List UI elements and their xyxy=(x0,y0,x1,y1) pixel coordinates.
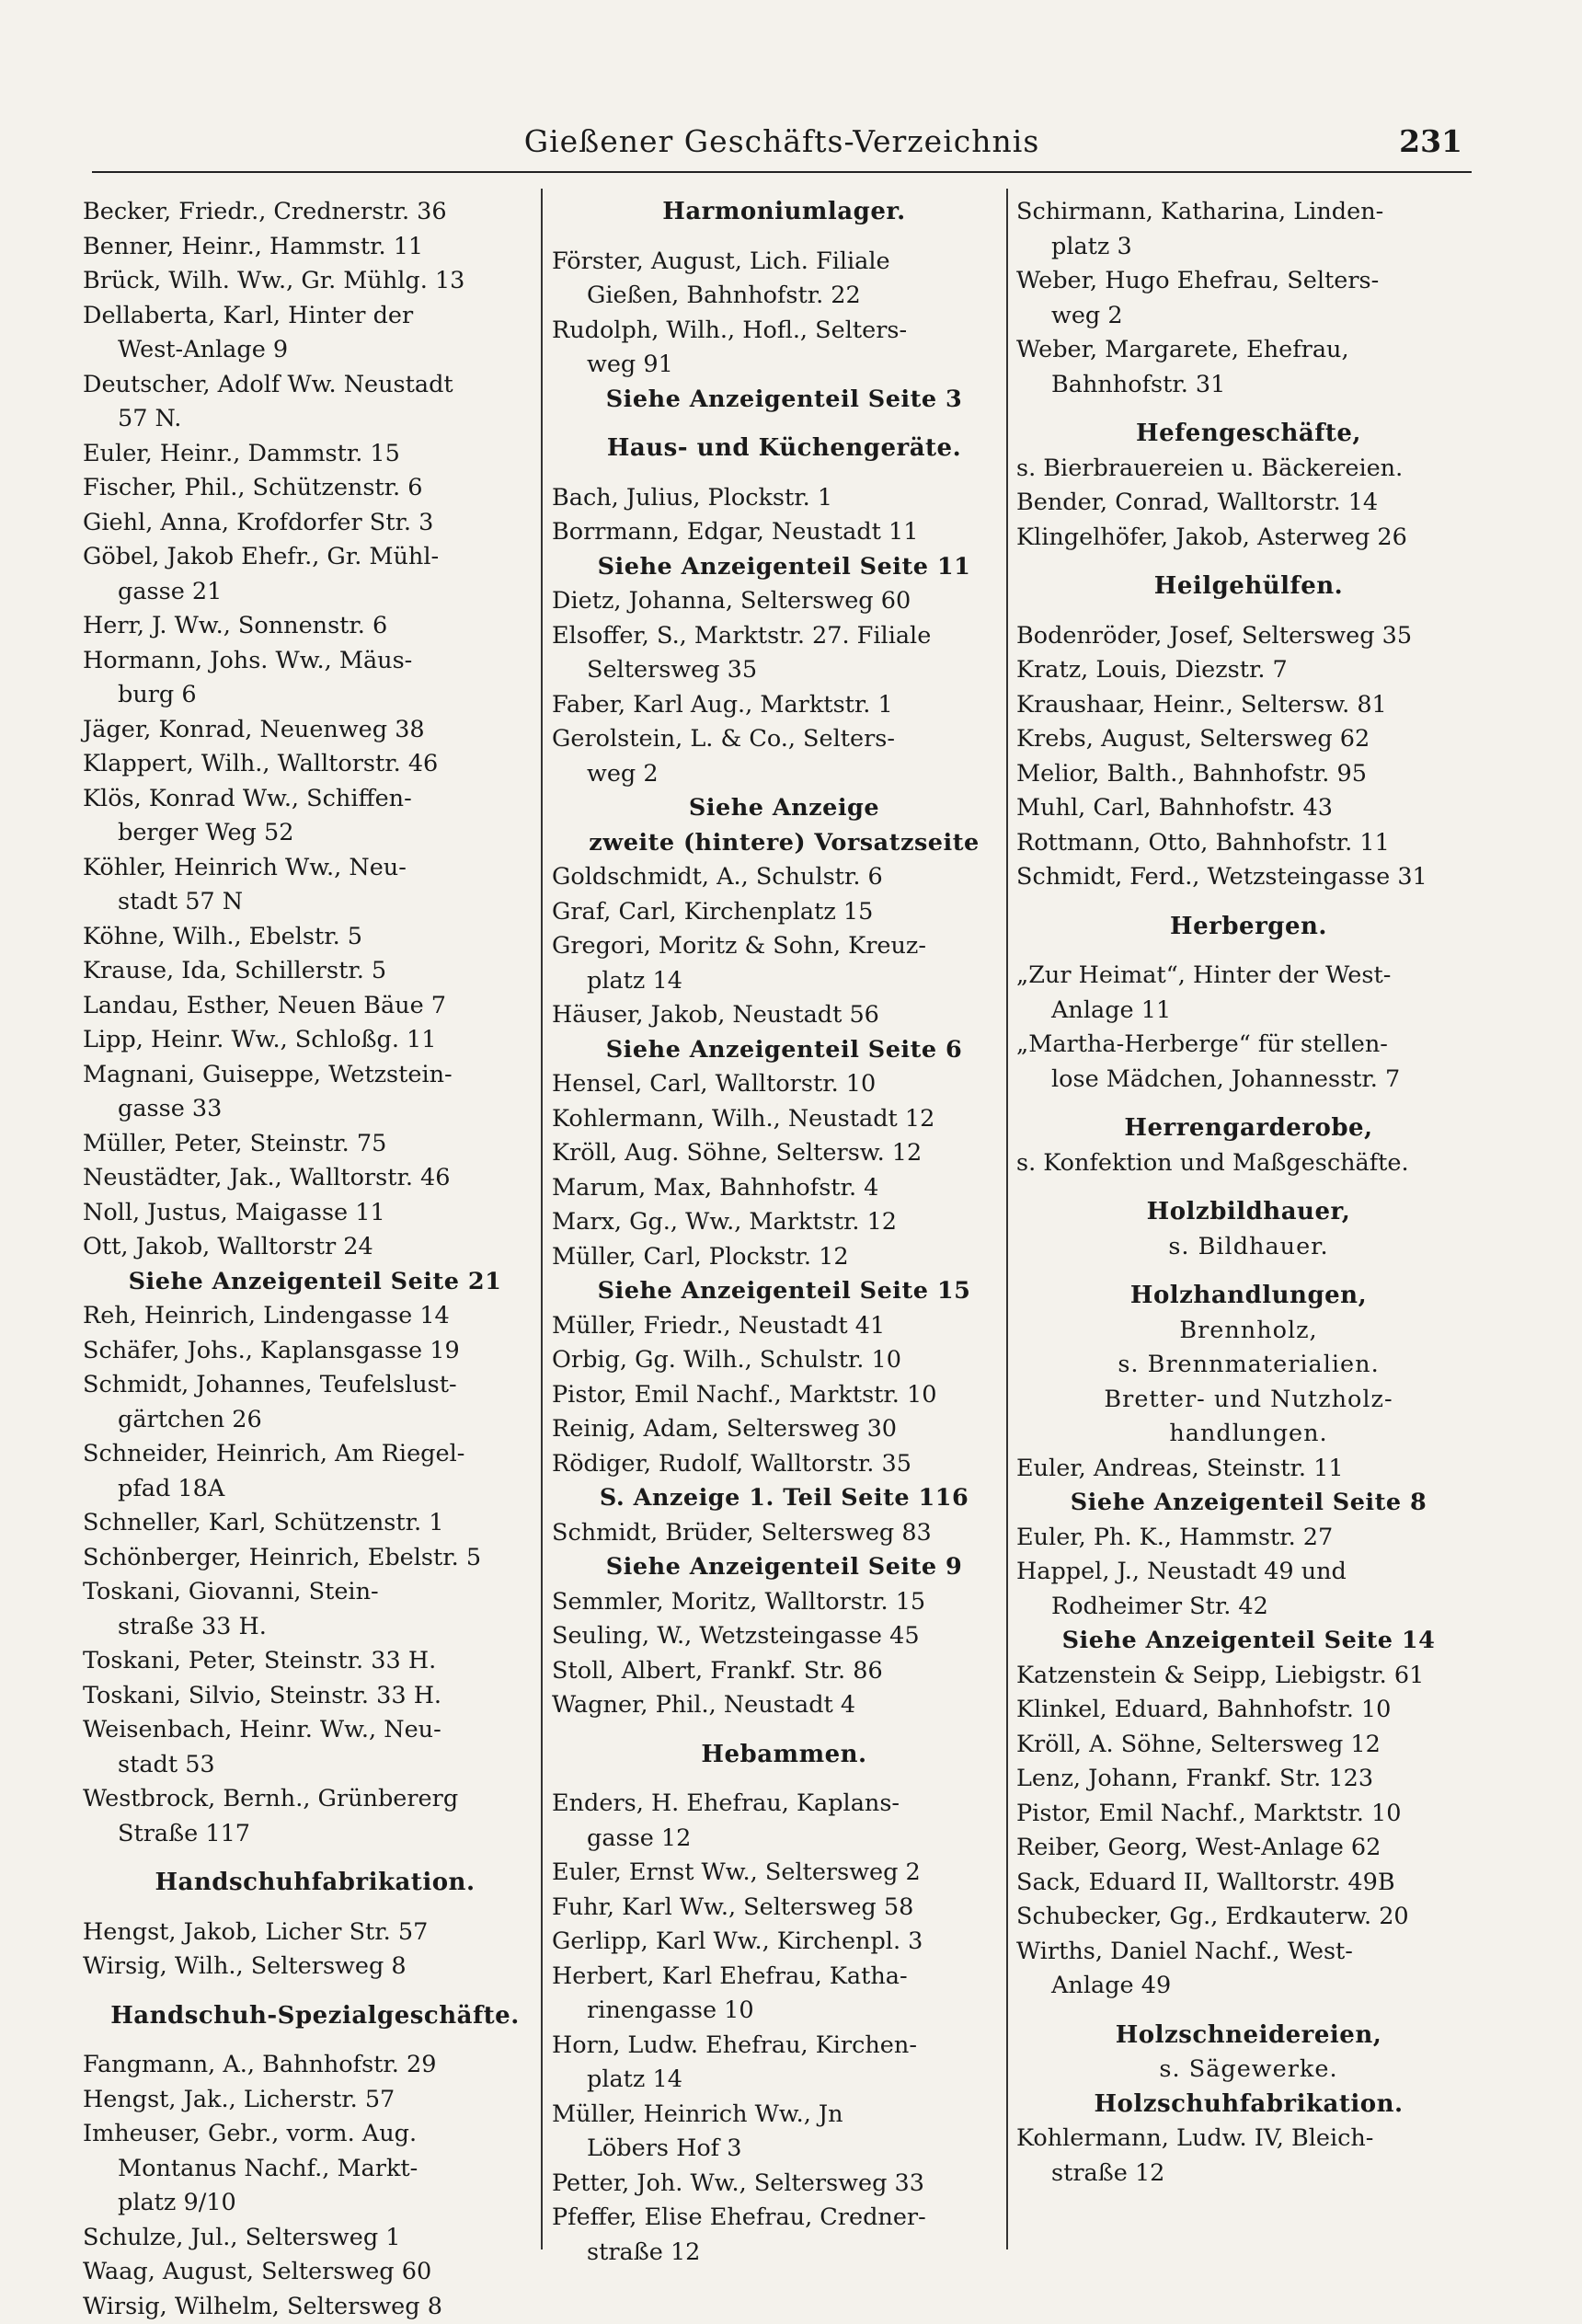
directory-entry: Neustädter, Jak., Walltorstr. 46 xyxy=(83,1161,547,1196)
directory-entry: Lipp, Heinr. Ww., Schloßg. 11 xyxy=(83,1023,547,1058)
section-heading: Holzschneidereien, xyxy=(1016,2019,1481,2054)
directory-entry: Lenz, Johann, Frankf. Str. 123 xyxy=(1016,1762,1481,1797)
directory-entry: Müller, Carl, Plockstr. 12 xyxy=(552,1240,1016,1275)
section-gap xyxy=(83,1901,547,1916)
directory-entry: Kohlermann, Wilh., Neustadt 12 xyxy=(552,1102,1016,1137)
section-heading: Heilgehülfen. xyxy=(1016,569,1481,604)
entry-continuation: platz 14 xyxy=(552,2063,1016,2098)
entry-continuation: Rodheimer Str. 42 xyxy=(1016,1590,1481,1625)
directory-entry: Westbrock, Bernh., Grünbererg xyxy=(83,1782,547,1817)
directory-entry: Euler, Ph. K., Hammstr. 27 xyxy=(1016,1521,1481,1556)
section-heading: Herbergen. xyxy=(1016,910,1481,945)
directory-entry: Müller, Peter, Steinstr. 75 xyxy=(83,1127,547,1162)
advertisement-reference: Siehe Anzeigenteil Seite 8 xyxy=(1016,1486,1481,1521)
directory-entry: Fuhr, Karl Ww., Seltersweg 58 xyxy=(552,1891,1016,1926)
entry-continuation: gasse 33 xyxy=(83,1092,547,1127)
directory-entry: Weber, Hugo Ehefrau, Selters- xyxy=(1016,264,1481,299)
advertisement-reference: Siehe Anzeigenteil Seite 21 xyxy=(83,1265,547,1300)
directory-entry: Wirths, Daniel Nachf., West- xyxy=(1016,1935,1481,1970)
section-heading: Harmoniumlager. xyxy=(552,195,1016,230)
entry-continuation: straße 12 xyxy=(552,2236,1016,2271)
advertisement-reference: Siehe Anzeigenteil Seite 9 xyxy=(552,1550,1016,1585)
entry-continuation: platz 9/10 xyxy=(83,2186,547,2221)
entry-continuation: straße 33 H. xyxy=(83,1610,547,1645)
directory-entry: Kraushaar, Heinr., Seltersw. 81 xyxy=(1016,688,1481,723)
directory-entry: Melior, Balth., Bahnhofstr. 95 xyxy=(1016,757,1481,792)
directory-entry: Noll, Justus, Maigasse 11 xyxy=(83,1196,547,1231)
directory-entry: Wirsig, Wilhelm, Seltersweg 8 xyxy=(83,2290,547,2324)
directory-entry: Klingelhöfer, Jakob, Asterweg 26 xyxy=(1016,521,1481,556)
directory-entry: Schubecker, Gg., Erdkauterw. 20 xyxy=(1016,1900,1481,1935)
directory-entry: Wagner, Phil., Neustadt 4 xyxy=(552,1688,1016,1723)
directory-entry: Bender, Conrad, Walltorstr. 14 xyxy=(1016,486,1481,521)
directory-entry: Euler, Ernst Ww., Seltersweg 2 xyxy=(552,1856,1016,1891)
page-header xyxy=(92,118,1472,173)
entry-continuation: Bahnhofstr. 31 xyxy=(1016,368,1481,403)
directory-entry: Schneller, Karl, Schützenstr. 1 xyxy=(83,1506,547,1541)
directory-entry: Semmler, Moritz, Walltorstr. 15 xyxy=(552,1585,1016,1620)
section-heading: Holzschuhfabrikation. xyxy=(1016,2088,1481,2123)
section-gap xyxy=(1016,555,1481,569)
directory-entry: Weisenbach, Heinr. Ww., Neu- xyxy=(83,1713,547,1748)
section-heading: Haus- und Küchengeräte. xyxy=(552,431,1016,466)
directory-entry: Happel, J., Neustadt 49 und xyxy=(1016,1555,1481,1590)
section-gap xyxy=(1016,2004,1481,2019)
directory-entry: Horn, Ludw. Ehefrau, Kirchen- xyxy=(552,2029,1016,2064)
directory-entry: Reinig, Adam, Seltersweg 30 xyxy=(552,1412,1016,1447)
entry-continuation: straße 12 xyxy=(1016,2157,1481,2192)
directory-entry: Klös, Konrad Ww., Schiffen- xyxy=(83,782,547,817)
entry-continuation: rinengasse 10 xyxy=(552,1994,1016,2029)
directory-entry: Jäger, Konrad, Neuenweg 38 xyxy=(83,713,547,748)
directory-entry: Magnani, Guiseppe, Wetzstein- xyxy=(83,1058,547,1093)
section-gap xyxy=(552,230,1016,245)
directory-entry: Schmidt, Ferd., Wetzsteingasse 31 xyxy=(1016,860,1481,895)
directory-entry: Katzenstein & Seipp, Liebigstr. 61 xyxy=(1016,1659,1481,1694)
directory-entry: Orbig, Gg. Wilh., Schulstr. 10 xyxy=(552,1343,1016,1378)
directory-entry: Muhl, Carl, Bahnhofstr. 43 xyxy=(1016,791,1481,826)
section-gap xyxy=(1016,402,1481,417)
page-title: Gießener Geschäfts-Verzeichnis xyxy=(92,123,1472,159)
directory-entry: Reh, Heinrich, Lindengasse 14 xyxy=(83,1299,547,1334)
entry-continuation: weg 91 xyxy=(552,348,1016,383)
entry-continuation: Anlage 11 xyxy=(1016,994,1481,1029)
advertisement-reference: Siehe Anzeigenteil Seite 3 xyxy=(552,383,1016,418)
directory-entry: Giehl, Anna, Krofdorfer Str. 3 xyxy=(83,506,547,541)
entry-continuation: pfad 18A xyxy=(83,1472,547,1507)
directory-entry: Hormann, Johs. Ww., Mäus- xyxy=(83,644,547,679)
directory-entry: Hengst, Jak., Licherstr. 57 xyxy=(83,2083,547,2118)
section-heading: Handschuh-Spezialgeschäfte. xyxy=(83,1999,547,2034)
section-gap xyxy=(552,417,1016,431)
directory-entry: „Martha-Herberge“ für stellen- xyxy=(1016,1028,1481,1063)
section-gap xyxy=(1016,604,1481,619)
column-divider-1 xyxy=(541,189,543,2249)
section-gap xyxy=(83,1851,547,1866)
entry-continuation: Montanus Nachf., Markt- xyxy=(83,2152,547,2187)
advertisement-reference: Siehe Anzeige xyxy=(552,791,1016,826)
directory-entry: Waag, August, Seltersweg 60 xyxy=(83,2255,547,2290)
directory-entry: Schönberger, Heinrich, Ebelstr. 5 xyxy=(83,1541,547,1576)
directory-entry: Borrmann, Edgar, Neustadt 11 xyxy=(552,515,1016,550)
directory-entry: Schulze, Jul., Seltersweg 1 xyxy=(83,2221,547,2256)
section-gap xyxy=(1016,895,1481,910)
directory-entry: Kohlermann, Ludw. IV, Bleich- xyxy=(1016,2122,1481,2157)
entry-continuation: Gießen, Bahnhofstr. 22 xyxy=(552,279,1016,314)
advertisement-reference: Siehe Anzeigenteil Seite 14 xyxy=(1016,1624,1481,1659)
section-subheading: Bretter- und Nutzholz- xyxy=(1016,1383,1481,1418)
advertisement-reference: zweite (hintere) Vorsatzseite xyxy=(552,826,1016,861)
directory-entry: Stoll, Albert, Frankf. Str. 86 xyxy=(552,1654,1016,1689)
entry-continuation: Löbers Hof 3 xyxy=(552,2132,1016,2167)
section-subheading: handlungen. xyxy=(1016,1417,1481,1452)
entry-continuation: Anlage 49 xyxy=(1016,1969,1481,2004)
directory-entry: s. Bierbrauereien u. Bäckereien. xyxy=(1016,452,1481,487)
directory-entry: Schäfer, Johs., Kaplansgasse 19 xyxy=(83,1334,547,1369)
column-divider-2 xyxy=(1006,189,1008,2249)
directory-entry: Faber, Karl Aug., Marktstr. 1 xyxy=(552,688,1016,723)
section-gap xyxy=(552,1723,1016,1738)
directory-entry: Sack, Eduard II, Walltorstr. 49B xyxy=(1016,1866,1481,1901)
directory-entry: Herbert, Karl Ehefrau, Katha- xyxy=(552,1960,1016,1995)
section-subheading: s. Sägewerke. xyxy=(1016,2053,1481,2088)
directory-entry: Kröll, Aug. Söhne, Seltersw. 12 xyxy=(552,1136,1016,1171)
directory-entry: Krause, Ida, Schillerstr. 5 xyxy=(83,954,547,989)
directory-entry: Fischer, Phil., Schützenstr. 6 xyxy=(83,471,547,506)
directory-entry: Weber, Margarete, Ehefrau, xyxy=(1016,333,1481,368)
directory-entry: Elsoffer, S., Marktstr. 27. Filiale xyxy=(552,619,1016,654)
entry-continuation: gärtchen 26 xyxy=(83,1403,547,1438)
section-gap xyxy=(1016,1097,1481,1111)
section-subheading: s. Bildhauer. xyxy=(1016,1230,1481,1265)
directory-entry: Graf, Carl, Kirchenplatz 15 xyxy=(552,895,1016,930)
section-gap xyxy=(1016,1180,1481,1195)
entry-continuation: gasse 21 xyxy=(83,575,547,610)
directory-entry: Hensel, Carl, Walltorstr. 10 xyxy=(552,1067,1016,1102)
directory-entry: s. Konfektion und Maßgeschäfte. xyxy=(1016,1146,1481,1181)
entry-continuation: burg 6 xyxy=(83,678,547,713)
directory-entry: Ott, Jakob, Walltorstr 24 xyxy=(83,1230,547,1265)
entry-continuation: stadt 53 xyxy=(83,1748,547,1783)
section-heading: Hebammen. xyxy=(552,1738,1016,1773)
directory-entry: „Zur Heimat“, Hinter der West- xyxy=(1016,959,1481,994)
section-heading: Holzbildhauer, xyxy=(1016,1195,1481,1230)
directory-entry: Enders, H. Ehefrau, Kaplans- xyxy=(552,1787,1016,1822)
section-gap xyxy=(552,1772,1016,1787)
section-subheading: Brennholz, xyxy=(1016,1314,1481,1349)
directory-entry: Pfeffer, Elise Ehefrau, Credner- xyxy=(552,2201,1016,2236)
section-subheading: s. Brennmaterialien. xyxy=(1016,1348,1481,1383)
section-heading: Holzhandlungen, xyxy=(1016,1279,1481,1314)
directory-entry: Seuling, W., Wetzsteingasse 45 xyxy=(552,1619,1016,1654)
directory-entry: Marum, Max, Bahnhofstr. 4 xyxy=(552,1171,1016,1206)
section-gap xyxy=(83,1985,547,1999)
directory-entry: Kratz, Louis, Diezstr. 7 xyxy=(1016,653,1481,688)
section-heading: Handschuhfabrikation. xyxy=(83,1866,547,1901)
directory-entry: Schneider, Heinrich, Am Riegel- xyxy=(83,1437,547,1472)
entry-continuation: 57 N. xyxy=(83,402,547,437)
directory-entry: Rudolph, Wilh., Hofl., Selters- xyxy=(552,314,1016,349)
directory-entry: Köhler, Heinrich Ww., Neu- xyxy=(83,851,547,886)
directory-entry: Goldschmidt, A., Schulstr. 6 xyxy=(552,860,1016,895)
entry-continuation: lose Mädchen, Johannesstr. 7 xyxy=(1016,1063,1481,1098)
column-2 xyxy=(552,195,1016,2256)
directory-entry: Pistor, Emil Nachf., Marktstr. 10 xyxy=(1016,1797,1481,1832)
column-3 xyxy=(1016,195,1481,2256)
directory-entry: Landau, Esther, Neuen Bäue 7 xyxy=(83,989,547,1024)
directory-entry: Dellaberta, Karl, Hinter der xyxy=(83,299,547,334)
directory-entry: Kröll, A. Söhne, Seltersweg 12 xyxy=(1016,1728,1481,1763)
directory-entry: Wirsig, Wilh., Seltersweg 8 xyxy=(83,1950,547,1985)
advertisement-reference: S. Anzeige 1. Teil Seite 116 xyxy=(552,1481,1016,1516)
directory-entry: Brück, Wilh. Ww., Gr. Mühlg. 13 xyxy=(83,264,547,299)
column-1 xyxy=(83,195,547,2256)
entry-continuation: West-Anlage 9 xyxy=(83,333,547,368)
directory-entry: Euler, Heinr., Dammstr. 15 xyxy=(83,437,547,472)
directory-entry: Schirmann, Katharina, Linden- xyxy=(1016,195,1481,230)
directory-entry: Becker, Friedr., Crednerstr. 36 xyxy=(83,195,547,230)
directory-entry: Förster, August, Lich. Filiale xyxy=(552,245,1016,280)
advertisement-reference: Siehe Anzeigenteil Seite 15 xyxy=(552,1274,1016,1309)
entry-continuation: weg 2 xyxy=(552,757,1016,792)
directory-entry: Toskani, Giovanni, Stein- xyxy=(83,1575,547,1610)
directory-entry: Marx, Gg., Ww., Marktstr. 12 xyxy=(552,1205,1016,1240)
directory-entry: Pistor, Emil Nachf., Marktstr. 10 xyxy=(552,1378,1016,1413)
directory-entry: Bach, Julius, Plockstr. 1 xyxy=(552,481,1016,516)
directory-entry: Krebs, August, Seltersweg 62 xyxy=(1016,722,1481,757)
entry-continuation: gasse 12 xyxy=(552,1822,1016,1857)
section-gap xyxy=(1016,1264,1481,1279)
directory-entry: Petter, Joh. Ww., Seltersweg 33 xyxy=(552,2167,1016,2202)
page-number: 231 xyxy=(1399,123,1462,159)
directory-entry: Schmidt, Johannes, Teufelslust- xyxy=(83,1368,547,1403)
directory-entry: Reiber, Georg, West-Anlage 62 xyxy=(1016,1831,1481,1866)
advertisement-reference: Siehe Anzeigenteil Seite 11 xyxy=(552,550,1016,585)
section-gap xyxy=(552,466,1016,481)
section-gap xyxy=(83,2033,547,2048)
directory-entry: Deutscher, Adolf Ww. Neustadt xyxy=(83,368,547,403)
directory-entry: Imheuser, Gebr., vorm. Aug. xyxy=(83,2117,547,2152)
directory-entry: Köhne, Wilh., Ebelstr. 5 xyxy=(83,920,547,955)
directory-entry: Gregori, Moritz & Sohn, Kreuz- xyxy=(552,929,1016,964)
directory-entry: Göbel, Jakob Ehefr., Gr. Mühl- xyxy=(83,540,547,575)
directory-entry: Dietz, Johanna, Seltersweg 60 xyxy=(552,584,1016,619)
directory-entry: Klinkel, Eduard, Bahnhofstr. 10 xyxy=(1016,1693,1481,1728)
directory-entry: Toskani, Peter, Steinstr. 33 H. xyxy=(83,1644,547,1679)
entry-continuation: stadt 57 N xyxy=(83,885,547,920)
directory-entry: Schmidt, Brüder, Seltersweg 83 xyxy=(552,1516,1016,1551)
entry-continuation: Seltersweg 35 xyxy=(552,653,1016,688)
directory-entry: Fangmann, A., Bahnhofstr. 29 xyxy=(83,2048,547,2083)
entry-continuation: platz 14 xyxy=(552,964,1016,999)
directory-entry: Müller, Friedr., Neustadt 41 xyxy=(552,1309,1016,1344)
entry-continuation: platz 3 xyxy=(1016,230,1481,265)
entry-continuation: berger Weg 52 xyxy=(83,816,547,851)
section-heading: Herrengarderobe, xyxy=(1016,1111,1481,1146)
directory-entry: Häuser, Jakob, Neustadt 56 xyxy=(552,998,1016,1033)
section-heading: Hefengeschäfte, xyxy=(1016,417,1481,452)
directory-entry: Hengst, Jakob, Licher Str. 57 xyxy=(83,1916,547,1950)
directory-entry: Müller, Heinrich Ww., Jn xyxy=(552,2098,1016,2133)
section-gap xyxy=(1016,944,1481,959)
directory-entry: Benner, Heinr., Hammstr. 11 xyxy=(83,230,547,265)
directory-entry: Klappert, Wilh., Walltorstr. 46 xyxy=(83,747,547,782)
directory-entry: Bodenröder, Josef, Seltersweg 35 xyxy=(1016,619,1481,654)
directory-entry: Herr, J. Ww., Sonnenstr. 6 xyxy=(83,609,547,644)
header-rule xyxy=(92,171,1472,173)
entry-continuation: Straße 117 xyxy=(83,1817,547,1852)
directory-entry: Gerlipp, Karl Ww., Kirchenpl. 3 xyxy=(552,1925,1016,1960)
advertisement-reference: Siehe Anzeigenteil Seite 6 xyxy=(552,1033,1016,1068)
directory-entry: Gerolstein, L. & Co., Selters- xyxy=(552,722,1016,757)
directory-entry: Euler, Andreas, Steinstr. 11 xyxy=(1016,1452,1481,1487)
directory-entry: Rödiger, Rudolf, Walltorstr. 35 xyxy=(552,1447,1016,1482)
directory-entry: Rottmann, Otto, Bahnhofstr. 11 xyxy=(1016,826,1481,861)
directory-entry: Toskani, Silvio, Steinstr. 33 H. xyxy=(83,1679,547,1714)
entry-continuation: weg 2 xyxy=(1016,299,1481,334)
